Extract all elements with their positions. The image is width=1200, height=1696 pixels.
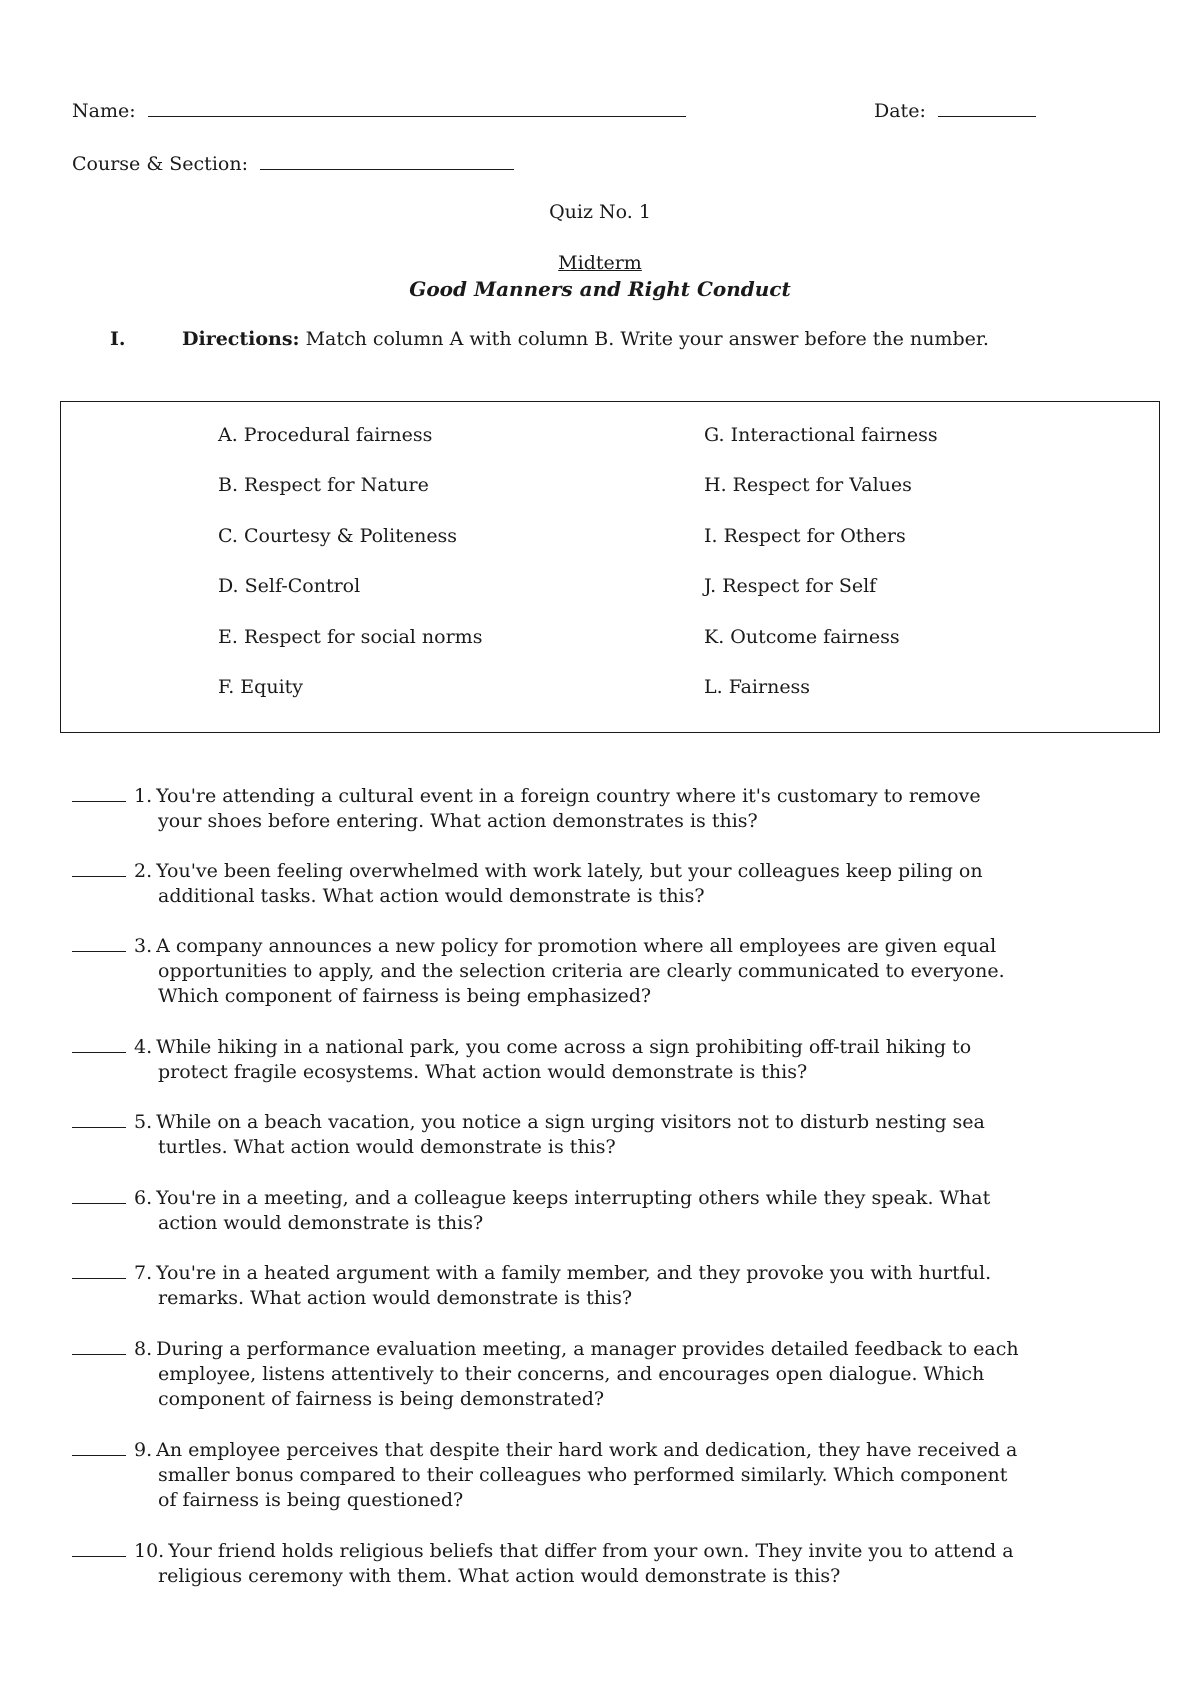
question-number: 7.	[134, 1262, 153, 1284]
directions	[110, 328, 989, 350]
name-label: Name:	[72, 100, 136, 122]
choice-j: J. Respect for Self	[704, 575, 877, 597]
question-text: During a performance evaluation meeting, a manager provides detailed feedback to each	[156, 1338, 1019, 1360]
question-number: 5.	[134, 1111, 153, 1133]
question-number: 8.	[134, 1338, 153, 1360]
course-section-label: Course & Section:	[72, 153, 248, 175]
question-text: Which component of fairness is being emphasized?	[158, 985, 652, 1007]
question-text: You've been feeling overwhelmed with work lately, but your colleagues keep piling on	[156, 860, 983, 882]
directions-text: Match column A with column B. Write your answer before the number.	[305, 328, 989, 350]
question-text: of fairness is being questioned?	[158, 1489, 464, 1511]
question-text: employee, listens attentively to their concerns, and encourages open dialogue. Which	[158, 1363, 985, 1385]
choices-box	[60, 401, 1160, 733]
choice-e: E. Respect for social norms	[218, 626, 483, 648]
question-text: An employee perceives that despite their hard work and dedication, they have received a	[156, 1439, 1018, 1461]
date-blank[interactable]	[938, 98, 1036, 117]
choice-f: F. Equity	[218, 676, 304, 698]
answer-blank[interactable]	[72, 934, 126, 952]
section-numeral: I.	[110, 328, 126, 350]
subject-title: Good Manners and Right Conduct	[409, 277, 791, 301]
answer-blank[interactable]	[72, 1186, 126, 1204]
question-text: You're in a heated argument with a family member, and they provoke you with hurtful.	[156, 1262, 992, 1284]
quiz-title: Quiz No. 1	[549, 201, 651, 223]
answer-blank[interactable]	[72, 1539, 126, 1557]
question-text: protect fragile ecosystems. What action would demonstrate is this?	[158, 1061, 808, 1083]
question-text: your shoes before entering. What action demonstrates is this?	[158, 810, 758, 832]
question-4	[72, 1035, 971, 1085]
question-text: opportunities to apply, and the selection criteria are clearly communicated to everyone.	[158, 960, 1005, 982]
question-1	[72, 784, 981, 834]
answer-blank[interactable]	[72, 1110, 126, 1128]
choice-h: H. Respect for Values	[704, 474, 912, 496]
question-number: 1.	[134, 785, 153, 807]
question-text: remarks. What action would demonstrate is this?	[158, 1287, 633, 1309]
choice-g: G. Interactional fairness	[704, 424, 938, 446]
answer-blank[interactable]	[72, 784, 126, 802]
question-text: You're attending a cultural event in a foreign country where it's customary to remove	[156, 785, 981, 807]
question-text: religious ceremony with them. What action would demonstrate is this?	[158, 1565, 841, 1587]
question-text: You're in a meeting, and a colleague keeps interrupting others while they speak. What	[156, 1187, 991, 1209]
date-field[interactable]	[874, 98, 1036, 122]
course-section-field[interactable]	[72, 151, 514, 175]
course-section-blank[interactable]	[260, 151, 514, 170]
choice-k: K. Outcome fairness	[704, 626, 900, 648]
question-number: 2.	[134, 860, 153, 882]
answer-blank[interactable]	[72, 859, 126, 877]
answer-blank[interactable]	[72, 1337, 126, 1355]
answer-blank[interactable]	[72, 1438, 126, 1456]
question-2	[72, 859, 983, 909]
name-blank[interactable]	[148, 98, 686, 117]
choice-i: I. Respect for Others	[704, 525, 906, 547]
question-3	[72, 934, 1005, 1009]
question-5	[72, 1110, 985, 1160]
question-6	[72, 1186, 990, 1236]
question-number: 3.	[134, 935, 153, 957]
term-title: Midterm	[558, 252, 642, 274]
question-text: turtles. What action would demonstrate is this?	[158, 1136, 616, 1158]
answer-blank[interactable]	[72, 1261, 126, 1279]
question-text: A company announces a new policy for promotion where all employees are given equal	[156, 935, 997, 957]
question-text: additional tasks. What action would demonstrate is this?	[158, 885, 705, 907]
question-text: component of fairness is being demonstrated?	[158, 1388, 605, 1410]
question-text: While on a beach vacation, you notice a sign urging visitors not to disturb nesting sea	[156, 1111, 985, 1133]
choice-l: L. Fairness	[704, 676, 811, 698]
question-text: action would demonstrate is this?	[158, 1212, 484, 1234]
name-field[interactable]	[72, 98, 686, 122]
answer-blank[interactable]	[72, 1035, 126, 1053]
choice-c: C. Courtesy & Politeness	[218, 525, 458, 547]
question-text: While hiking in a national park, you come across a sign prohibiting off-trail hiking to	[156, 1036, 972, 1058]
date-label: Date:	[874, 100, 926, 122]
choice-a: A. Procedural fairness	[218, 424, 433, 446]
question-number: 6.	[134, 1187, 153, 1209]
question-10	[72, 1539, 1014, 1589]
question-7	[72, 1261, 991, 1311]
question-text: Your friend holds religious beliefs that differ from your own. They invite you to attend a	[168, 1540, 1014, 1562]
question-number: 4.	[134, 1036, 153, 1058]
question-8	[72, 1337, 1019, 1412]
choice-d: D. Self-Control	[218, 575, 361, 597]
directions-label: Directions:	[182, 328, 300, 350]
question-9	[72, 1438, 1017, 1513]
question-text: smaller bonus compared to their colleagues who performed similarly. Which component	[158, 1464, 1008, 1486]
choice-b: B. Respect for Nature	[218, 474, 429, 496]
question-number: 10.	[134, 1540, 165, 1562]
question-number: 9.	[134, 1439, 153, 1461]
